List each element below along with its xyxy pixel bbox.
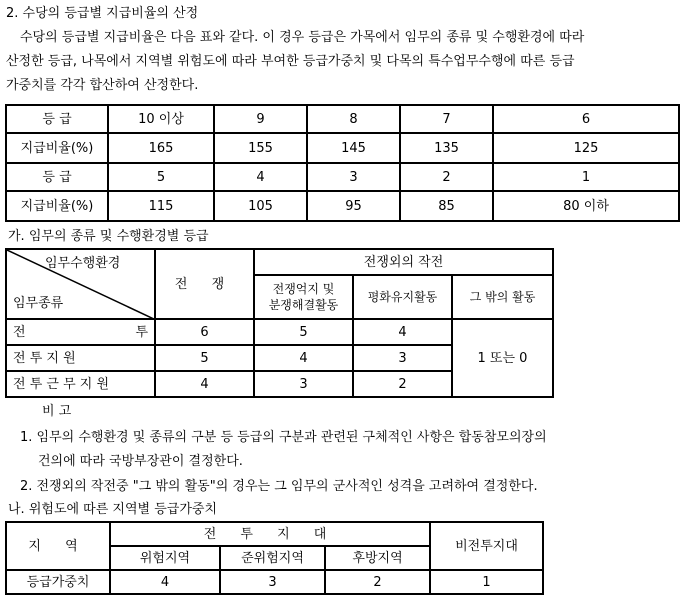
diagonal-header-cell [6,249,155,319]
col-other-header: 그 밖의 활동 [452,275,553,319]
rate-cell: 165 [108,133,214,163]
remarks-heading: 비 고 [42,404,72,419]
section-ga-heading: 가. 임무의 종류 및 수행환경별 등급 [8,229,209,244]
grade-cell: 1 [493,163,679,191]
rate-cell: 115 [108,191,214,221]
rate-label: 지급비율(%) [6,133,108,163]
region-table [5,521,544,595]
grade-cell: 9 [214,105,307,133]
war-header: 전 쟁 [155,249,254,319]
non-war-zone-header: 비전투지대 [430,522,543,570]
remark-2: 2. 전쟁외의 작전중 "그 밖의 활동"의 경우는 그 임무의 군사적인 성격을 고려하여 결정한다. [20,479,538,494]
grade-cell: 7 [400,105,493,133]
rate-cell: 125 [493,133,679,163]
rate-cell: 155 [214,133,307,163]
grade-cell: 3 [307,163,400,191]
non-war-header: 전쟁외의 작전 [254,249,553,275]
peacekeeping-value: 4 [353,319,452,345]
mission-table [5,248,554,398]
intro-line-2: 산정한 등급, 나목에서 지역별 위험도에 따라 부여한 등급가중치 및 다목의 특수업무수행에 따른 등급 [6,54,575,69]
rate-label: 지급비율(%) [6,191,108,221]
war-value: 6 [155,319,254,345]
semi-danger-zone-header: 준위험지역 [220,546,325,570]
row-service-support-label: 전 투 근 무 지 원 [6,371,155,397]
section-title: 2. 수당의 등급별 지급비율의 산정 [6,6,199,21]
rate-cell: 95 [307,191,400,221]
rate-cell: 145 [307,133,400,163]
col-peacekeeping-header: 평화유지활동 [353,275,452,319]
rear-zone-header: 후방지역 [325,546,430,570]
grade-label: 등 급 [6,163,108,191]
intro-line-1: 수당의 등급별 지급비율은 다음 표와 같다. 이 경우 등급은 가목에서 임무의 종류 및 수행환경에 따라 [20,30,585,45]
war-value: 4 [155,371,254,397]
diag-bottom-label: 임무종류 [13,296,64,311]
rate-cell: 105 [214,191,307,221]
remark-1-line-2: 건의에 따라 국방부장관이 결정한다. [38,454,243,469]
rate-cell: 135 [400,133,493,163]
rate-cell: 85 [400,191,493,221]
grade-cell: 6 [493,105,679,133]
row-combat-label: 전 투 [6,319,155,345]
grade-cell: 8 [307,105,400,133]
col-deterrence-header: 전쟁억지 및 분쟁해결활동 [254,275,353,319]
peacekeeping-value: 2 [353,371,452,397]
weight-value: 1 [430,570,543,594]
rate-cell: 80 이하 [493,191,679,221]
weight-value: 3 [220,570,325,594]
rate-table [5,104,680,222]
war-value: 5 [155,345,254,371]
weight-label: 등급가중치 [6,570,110,594]
region-header: 지 역 [6,522,110,570]
remark-1-line-1: 1. 임무의 수행환경 및 종류의 구분 등 등급의 구분과 관련된 구체적인 사항은 합동참모의장의 [20,430,547,445]
other-value: 1 또는 0 [452,319,553,397]
peacekeeping-value: 3 [353,345,452,371]
weight-value: 4 [110,570,220,594]
diag-top-label: 임무수행환경 [45,256,121,271]
row-combat-support-label: 전 투 지 원 [6,345,155,371]
grade-cell: 5 [108,163,214,191]
war-zone-header: 전 투 지 대 [110,522,430,546]
grade-label: 등 급 [6,105,108,133]
grade-cell: 10 이상 [108,105,214,133]
grade-cell: 4 [214,163,307,191]
intro-line-3: 가중치를 각각 합산하여 산정한다. [6,78,199,93]
deterrence-value: 5 [254,319,353,345]
deterrence-value: 3 [254,371,353,397]
grade-cell: 2 [400,163,493,191]
weight-value: 2 [325,570,430,594]
danger-zone-header: 위험지역 [110,546,220,570]
deterrence-value: 4 [254,345,353,371]
section-na-heading: 나. 위험도에 따른 지역별 등급가중치 [8,502,218,517]
